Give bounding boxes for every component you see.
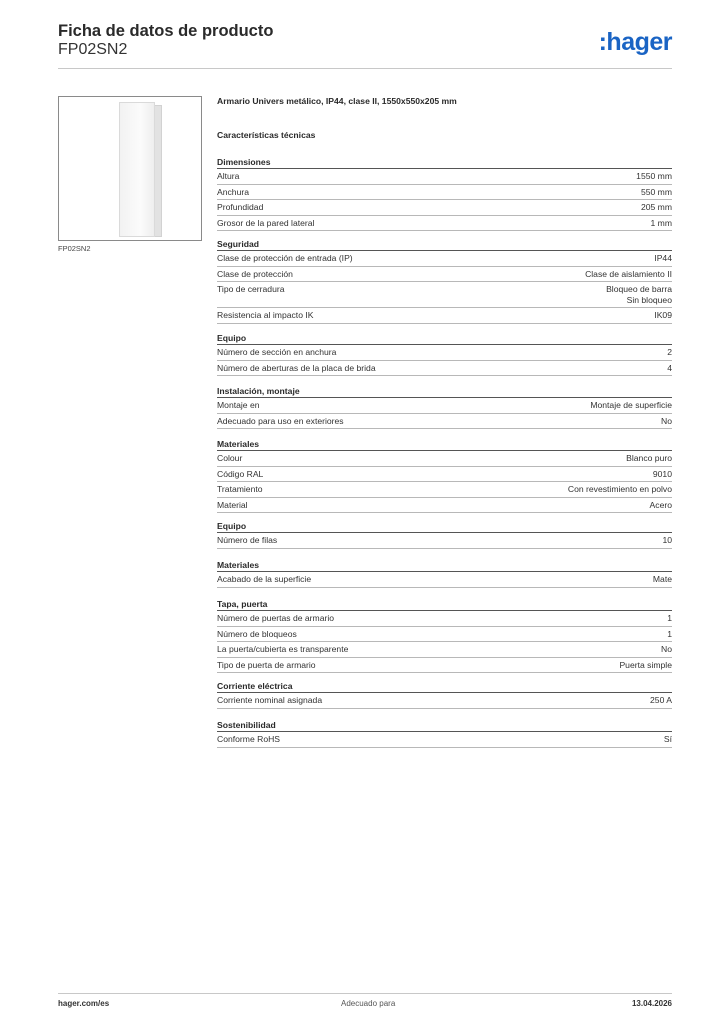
spec-label: Corriente nominal asignada: [217, 695, 323, 705]
footer-website[interactable]: hager.com/es: [58, 999, 110, 1008]
spec-label: Acabado de la superficie: [217, 574, 312, 584]
spec-label: La puerta/cubierta es transparente: [217, 644, 349, 654]
cabinet-side: [155, 105, 162, 237]
product-image: [58, 96, 202, 241]
spec-value: 1 mm: [650, 217, 672, 228]
spec-label: Material: [217, 499, 248, 510]
spec-label: Clase de protección de entrada (IP): [217, 253, 353, 263]
section-title: Tapa, puerta: [217, 597, 672, 611]
spec-value: Mate: [652, 574, 672, 584]
spec-value: 1550 mm: [636, 171, 672, 181]
spec-value: No: [661, 415, 672, 426]
spec-label: Colour: [217, 453, 243, 463]
spec-label: Anchura: [217, 186, 250, 197]
spec-row: [217, 498, 672, 514]
product-image-caption: FP02SN2: [58, 244, 91, 253]
spec-row: [217, 308, 672, 324]
spec-label: Conforme RoHS: [217, 734, 281, 744]
spec-row: [217, 345, 672, 361]
spec-row: [217, 572, 672, 588]
spec-row: [217, 642, 672, 658]
spec-label: Clase de protección: [217, 268, 293, 279]
spec-label: Grosor de la pared lateral: [217, 217, 315, 228]
spec-label: Número de puertas de armario: [217, 613, 335, 623]
spec-section: [217, 597, 672, 673]
spec-row: [217, 533, 672, 549]
spec-section: [217, 384, 672, 429]
spec-value: 550 mm: [640, 186, 672, 197]
spec-value: 2: [667, 347, 672, 357]
spec-row: [217, 658, 672, 674]
spec-section: [217, 679, 672, 709]
spec-value: Sin bloqueo: [626, 294, 672, 305]
spec-label: Código RAL: [217, 468, 264, 479]
section-title: Materiales: [217, 437, 672, 451]
spec-row: [217, 200, 672, 216]
spec-row: [217, 185, 672, 201]
footer-date: 13.04.2026: [631, 999, 672, 1008]
spec-value: 250 A: [650, 695, 672, 705]
spec-label: Número de bloqueos: [217, 628, 297, 639]
page-title: Ficha de datos de producto: [58, 22, 274, 40]
spec-row: [217, 732, 672, 748]
spec-section: [217, 155, 672, 231]
spec-row: [217, 482, 672, 498]
footer-divider: [58, 993, 672, 994]
header-divider: [58, 68, 672, 69]
spec-row: [217, 414, 672, 430]
spec-value: Puerta simple: [619, 659, 672, 670]
spec-row: [217, 451, 672, 467]
section-title: Corriente eléctrica: [217, 679, 672, 693]
section-title: Instalación, montaje: [217, 384, 672, 398]
spec-label: Altura: [217, 171, 240, 181]
spec-label: Tratamiento: [217, 484, 263, 494]
spec-value: No: [661, 644, 672, 654]
spec-row: [217, 267, 672, 283]
spec-section: [217, 718, 672, 748]
spec-row: [217, 693, 672, 709]
section-title: Sostenibilidad: [217, 718, 672, 732]
spec-value: Acero: [649, 499, 672, 510]
spec-label: Tipo de cerradura: [217, 284, 285, 294]
spec-row: [217, 169, 672, 185]
spec-value: 10: [662, 535, 672, 545]
section-title: Seguridad: [217, 237, 672, 251]
spec-row: [217, 216, 672, 232]
section-title: Materiales: [217, 558, 672, 572]
spec-label: Tipo de puerta de armario: [217, 659, 316, 670]
spec-label: Número de sección en anchura: [217, 347, 337, 357]
section-title: Equipo: [217, 331, 672, 345]
spec-section: [217, 558, 672, 588]
spec-row: [217, 467, 672, 483]
spec-value: 205 mm: [640, 202, 672, 212]
spec-value: Sí: [663, 734, 672, 744]
page-header: [58, 22, 672, 68]
spec-section: [217, 331, 672, 376]
spec-row: [217, 251, 672, 267]
spec-label: Número de aberturas de la placa de brida: [217, 362, 376, 373]
spec-value: IK09: [654, 310, 672, 320]
cabinet-illustration: [119, 102, 162, 237]
spec-value: Con revestimiento en polvo: [567, 484, 672, 494]
tech-specs-heading: Características técnicas: [217, 130, 316, 140]
spec-label: Profundidad: [217, 202, 264, 212]
section-title: Dimensiones: [217, 155, 672, 169]
spec-label: Montaje en: [217, 400, 260, 410]
product-description: Armario Univers metálico, IP44, clase II, 1550x550x205 mm: [217, 96, 457, 106]
spec-section: [217, 237, 672, 324]
spec-value: 1: [667, 613, 672, 623]
section-title: Equipo: [217, 519, 672, 533]
spec-row: [217, 627, 672, 643]
spec-section: [217, 519, 672, 549]
footer-center-text: Adecuado para: [341, 999, 396, 1008]
spec-label: Resistencia al impacto IK: [217, 310, 314, 320]
hager-logo: :hager: [598, 28, 672, 56]
spec-value: 1: [667, 628, 672, 639]
cabinet-front: [119, 102, 155, 237]
spec-label: Adecuado para uso en exteriores: [217, 415, 344, 426]
spec-value: Bloqueo de barra: [606, 284, 672, 294]
spec-value: Montaje de superficie: [590, 400, 672, 410]
spec-label: Número de filas: [217, 535, 278, 545]
product-code: FP02SN2: [58, 41, 128, 58]
spec-value: 9010: [652, 468, 672, 479]
spec-row: [217, 398, 672, 414]
spec-value: Clase de aislamiento II: [585, 268, 672, 279]
spec-row: [217, 282, 672, 308]
spec-row: [217, 361, 672, 377]
spec-section: [217, 437, 672, 513]
spec-value-group: [606, 284, 672, 305]
spec-value: Blanco puro: [626, 453, 672, 463]
spec-row: [217, 611, 672, 627]
spec-value: IP44: [654, 253, 672, 263]
spec-value: 4: [667, 362, 672, 373]
